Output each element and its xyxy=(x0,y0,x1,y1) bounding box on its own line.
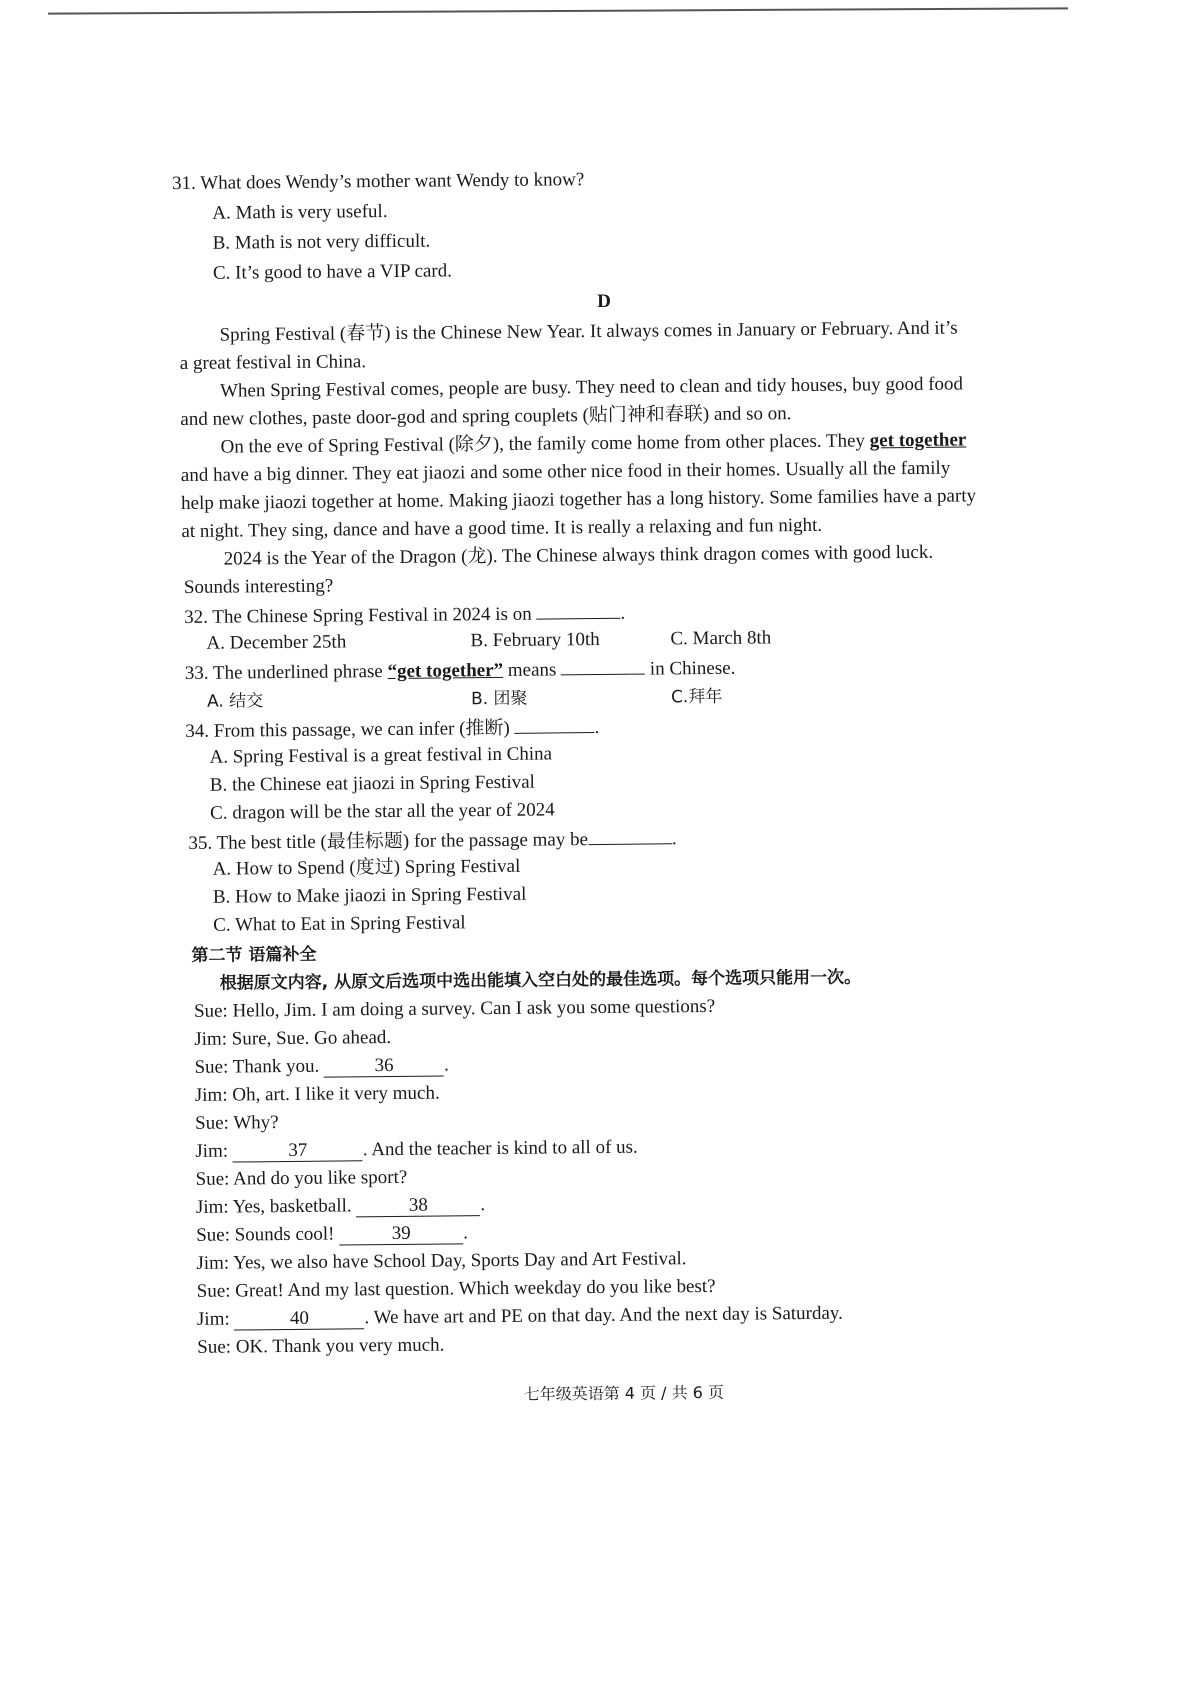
q35-stem: 35. The best title (最佳标题) for the passage may be . xyxy=(188,825,677,856)
section-d-heading: D xyxy=(597,290,612,313)
blank-40[interactable]: 40 xyxy=(234,1308,364,1330)
dialogue-line-9-text: Sue: Sounds cool! xyxy=(196,1223,340,1246)
section2-title: 第二节 语篇补全 xyxy=(191,944,317,966)
dialogue-line-9: Sue: Sounds cool! 39 . xyxy=(196,1222,469,1246)
q35-option-a: A. How to Spend (度过) Spring Festival xyxy=(212,855,521,880)
q34-option-a: A. Spring Festival is a great festival in China xyxy=(209,743,553,768)
q33-stem xyxy=(185,655,736,686)
dialogue-line-7: Sue: And do you like sport? xyxy=(195,1166,408,1190)
dialogue-line-1: Sue: Hello, Jim. I am doing a survey. Can I ask you some questions? xyxy=(193,995,716,1022)
passage-p2-line2: and new clothes, paste door-god and spring couplets (贴门神和春联) and so on. xyxy=(180,403,792,431)
q34-answer-blank[interactable] xyxy=(514,714,594,734)
q32-option-c: C. March 8th xyxy=(670,627,772,650)
dialogue-line-3-text: Sue: Thank you. xyxy=(194,1055,325,1078)
q32-option-b: B. February 10th xyxy=(470,628,600,652)
q33-option-b: B. 团聚 xyxy=(470,688,528,710)
q33-phrase: “get together” xyxy=(387,659,504,683)
blank-38[interactable]: 38 xyxy=(356,1195,480,1217)
passage-p3-line2: and have a big dinner. They eat jiaozi and some other nice food in their homes. Usually all the family xyxy=(180,457,951,487)
passage-p3-line1 xyxy=(220,428,966,459)
dialogue-line-8-text: Jim: Yes, basketball. xyxy=(195,1195,357,1218)
dialogue-line-6-text: Jim: xyxy=(195,1140,233,1162)
q31-option-b: B. Math is not very difficult. xyxy=(212,230,431,254)
q31-stem: 31. What does Wendy’s mother want Wendy to know? xyxy=(171,169,585,195)
dialogue-line-4: Jim: Oh, art. I like it very much. xyxy=(194,1082,440,1106)
dialogue-line-12-text: Jim: xyxy=(196,1308,235,1330)
q34-stem-text: 34. From this passage, we can infer (推断) xyxy=(185,717,515,742)
q33-stem-text: 33. The underlined phrase xyxy=(184,661,388,684)
q31-option-a: A. Math is very useful. xyxy=(212,201,388,224)
dialogue-line-6-end: . And the teacher is kind to all of us. xyxy=(362,1136,638,1161)
page-footer: 七年级英语第 4 页 / 共 6 页 xyxy=(523,1382,725,1404)
blank-36[interactable]: 36 xyxy=(324,1056,444,1078)
q32-option-a: A. December 25th xyxy=(206,631,347,654)
passage-p3-line4: at night. They sing, dance and have a good time. It is really a relaxing and fun night. xyxy=(181,514,823,543)
passage-p4-line1: 2024 is the Year of the Dragon (龙). The Chinese always think dragon comes with good luck. xyxy=(223,541,934,570)
q32-stem: 32. The Chinese Spring Festival in 2024 is on . xyxy=(184,600,625,630)
q35-option-b: B. How to Make jiaozi in Spring Festival xyxy=(212,883,527,908)
dialogue-line-13: Sue: OK. Thank you very much. xyxy=(197,1334,445,1358)
dialogue-line-5: Sue: Why? xyxy=(194,1112,279,1134)
dialogue-line-11: Sue: Great! And my last question. Which weekday do you like best? xyxy=(196,1275,716,1302)
q33-option-a: A. 结交 xyxy=(206,691,264,712)
blank-39[interactable]: 39 xyxy=(339,1223,463,1245)
q34-stem: 34. From this passage, we can infer (推断) . xyxy=(185,714,599,744)
q35-stem-text: 35. The best title (最佳标题) for the passage may be xyxy=(188,829,589,854)
passage-p4-line2: Sounds interesting? xyxy=(183,575,334,598)
dialogue-line-3: Sue: Thank you. 36 . xyxy=(194,1054,449,1078)
q34-option-c: C. dragon will be the star all the year of 2024 xyxy=(210,799,555,824)
q33-stem-end: in Chinese. xyxy=(645,657,736,680)
dialogue-line-6 xyxy=(195,1136,638,1164)
q31-option-c: C. It’s good to have a VIP card. xyxy=(212,260,453,284)
passage-p2-line1: When Spring Festival comes, people are busy. They need to clean and tidy houses, buy good food xyxy=(219,373,964,402)
blank-37[interactable]: 37 xyxy=(233,1140,363,1162)
underlined-phrase: get together xyxy=(869,429,967,452)
q32-answer-blank[interactable] xyxy=(536,600,620,620)
q34-option-b: B. the Chinese eat jiaozi in Spring Festival xyxy=(209,771,535,796)
passage-p3-line1-text: On the eve of Spring Festival (除夕), the family come home from other places. They xyxy=(220,430,870,458)
dialogue-line-2: Jim: Sure, Sue. Go ahead. xyxy=(194,1027,392,1050)
passage-p1-line2: a great festival in China. xyxy=(179,351,367,375)
q35-answer-blank[interactable] xyxy=(588,825,672,845)
passage-p3-line3: help make jiaozi together at home. Making jiaozi together has a long history. Some families have a party xyxy=(181,485,977,515)
dialogue-line-12 xyxy=(197,1302,843,1332)
q35-option-c: C. What to Eat in Spring Festival xyxy=(213,912,466,936)
q33-answer-blank[interactable] xyxy=(561,656,645,676)
dialogue-line-10: Jim: Yes, we also have School Day, Sports Day and Art Festival. xyxy=(196,1248,687,1274)
q32-stem-text: 32. The Chinese Spring Festival in 2024 is on xyxy=(184,603,537,628)
q33-option-c: C.拜年 xyxy=(670,686,723,708)
q33-stem-mid: means xyxy=(502,659,562,681)
passage-p1-line1: Spring Festival (春节) is the Chinese New Year. It always comes in January or February. And it’s xyxy=(219,317,958,346)
dialogue-line-8: Jim: Yes, basketball. 38 . xyxy=(195,1194,486,1218)
dialogue-line-12-end: . We have art and PE on that day. And the next day is Saturday. xyxy=(364,1302,843,1329)
section2-instruction: 根据原文内容, 从原文后选项中选出能填入空白处的最佳选项。每个选项只能用一次。 xyxy=(219,967,862,994)
